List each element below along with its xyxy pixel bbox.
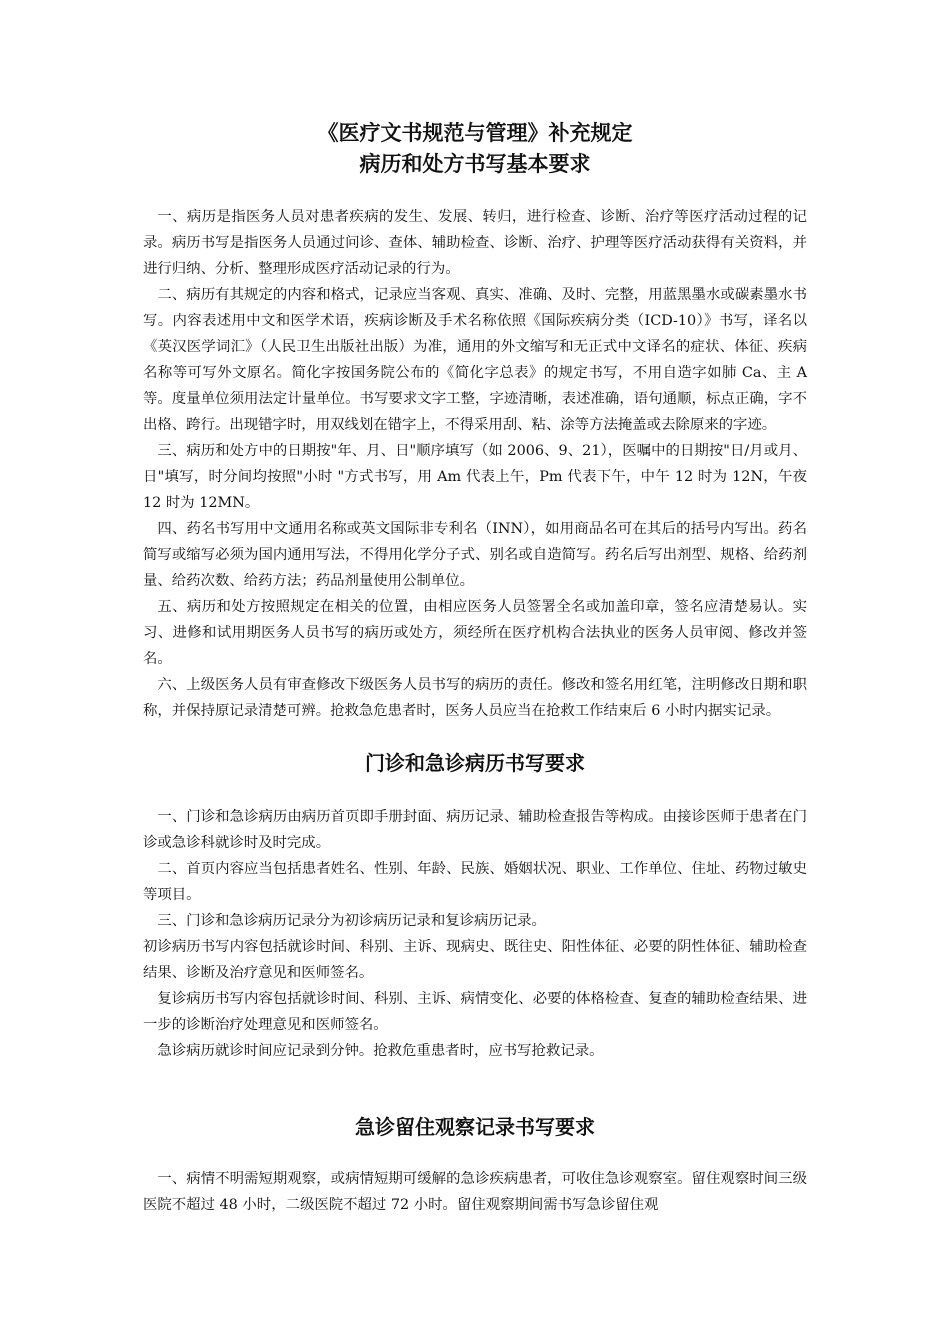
section-outpatient-requirements <box>143 804 807 1064</box>
paragraph-1-3: 三、病历和处方中的日期按"年、月、日"顺序填写（如 2006、9、21），医嘱中的日期按"日/月或月、日"填写，时分间均按照"小时 "方式书写，用 Am 代表上午，Pm 代表下午，中午 12 时为 12N，午夜 12 时为 12MN。 <box>143 443 807 511</box>
document-title: 《医疗文书规范与管理》补充规定 <box>317 121 633 145</box>
paragraph-3-1: 一、病情不明需短期观察，或病情短期可缓解的急诊疾病患者，可收住急诊观察室。留住观察时间三级医院不超过 48 小时，二级医院不超过 72 小时。留住观察期间需书写急诊留住观 <box>143 1171 807 1213</box>
paragraph-1-5: 五、病历和处方按照规定在相关的位置，由相应医务人员签署全名或加盖印章，签名应清楚易认。实习、进修和试用期医务人员书写的病历或处方，须经所在医疗机构合法执业的医务人员审阅、修改并签名。 <box>143 599 807 667</box>
section-heading-observation: 急诊留住观察记录书写要求 <box>355 1115 595 1139</box>
section-basic-requirements <box>143 204 807 724</box>
paragraph-1-2: 二、病历有其规定的内容和格式，记录应当客观、真实、准确、及时、完整，用蓝黑墨水或碳素墨水书写。内容表述用中文和医学术语，疾病诊断及手术名称依照《国际疾病分类（ICD-10）》书写，译名以《英汉医学词汇》（人民卫生出版社出版）为准，通用的外文缩写和无正式中文译名的症状、体征、疾病名称等可写外文原名。简化字按国务院公布的《简化字总表》的规定书写，不用自造字如肺 Ca、主 A 等。度量单位须用法定计量单位。书写要求文字工整，字迹清晰，表述准确，语句通顺，标点正确，字不出格、跨行。出现错字时，用双线划在错字上，不得采用刮、粘、涂等方法掩盖或去除原来的字迹。 <box>143 287 807 433</box>
section-observation-requirements <box>143 1166 807 1218</box>
section-heading-outpatient: 门诊和急诊病历书写要求 <box>365 751 585 775</box>
paragraph-2-1: 一、门诊和急诊病历由病历首页即手册封面、病历记录、辅助检查报告等构成。由接诊医师于患者在门诊或急诊科就诊时及时完成。 <box>143 809 807 851</box>
paragraph-2-6: 急诊病历就诊时间应记录到分钟。抢救危重患者时，应书写抢救记录。 <box>157 1043 604 1059</box>
paragraph-2-4: 初诊病历书写内容包括就诊时间、科别、主诉、现病史、既往史、阳性体征、必要的阴性体征、辅助检查结果、诊断及治疗意见和医师签名。 <box>143 939 807 981</box>
paragraph-1-1: 一、病历是指医务人员对患者疾病的发生、发展、转归，进行检查、诊断、治疗等医疗活动过程的记录。病历书写是指医务人员通过问诊、查体、辅助检查、诊断、治疗、护理等医疗活动获得有关资料，并进行归纳、分析、整理形成医疗活动记录的行为。 <box>143 209 807 277</box>
paragraph-1-6: 六、上级医务人员有审查修改下级医务人员书写的病历的责任。修改和签名用红笔，注明修改日期和职称，并保持原记录清楚可辨。抢救急危患者时，医务人员应当在抢救工作结束后 6 小时内据实记录。 <box>143 677 807 719</box>
paragraph-2-3: 三、门诊和急诊病历记录分为初诊病历记录和复诊病历记录。 <box>157 913 546 929</box>
document-page <box>143 118 807 1218</box>
paragraph-2-5: 复诊病历书写内容包括就诊时间、科别、主诉、病情变化、必要的体格检查、复查的辅助检查结果、进一步的诊断治疗处理意见和医师签名。 <box>143 991 807 1033</box>
document-subtitle: 病历和处方书写基本要求 <box>359 152 591 176</box>
paragraph-2-2: 二、首页内容应当包括患者姓名、性别、年龄、民族、婚姻状况、职业、工作单位、住址、药物过敏史等项目。 <box>143 861 807 903</box>
paragraph-1-4: 四、药名书写用中文通用名称或英文国际非专利名（INN），如用商品名可在其后的括号内写出。药名简写或缩写必须为国内通用写法，不得用化学分子式、别名或自造简写。药名后写出剂型、规格、给药剂量、给药次数、给药方法；药品剂量使用公制单位。 <box>143 521 807 589</box>
